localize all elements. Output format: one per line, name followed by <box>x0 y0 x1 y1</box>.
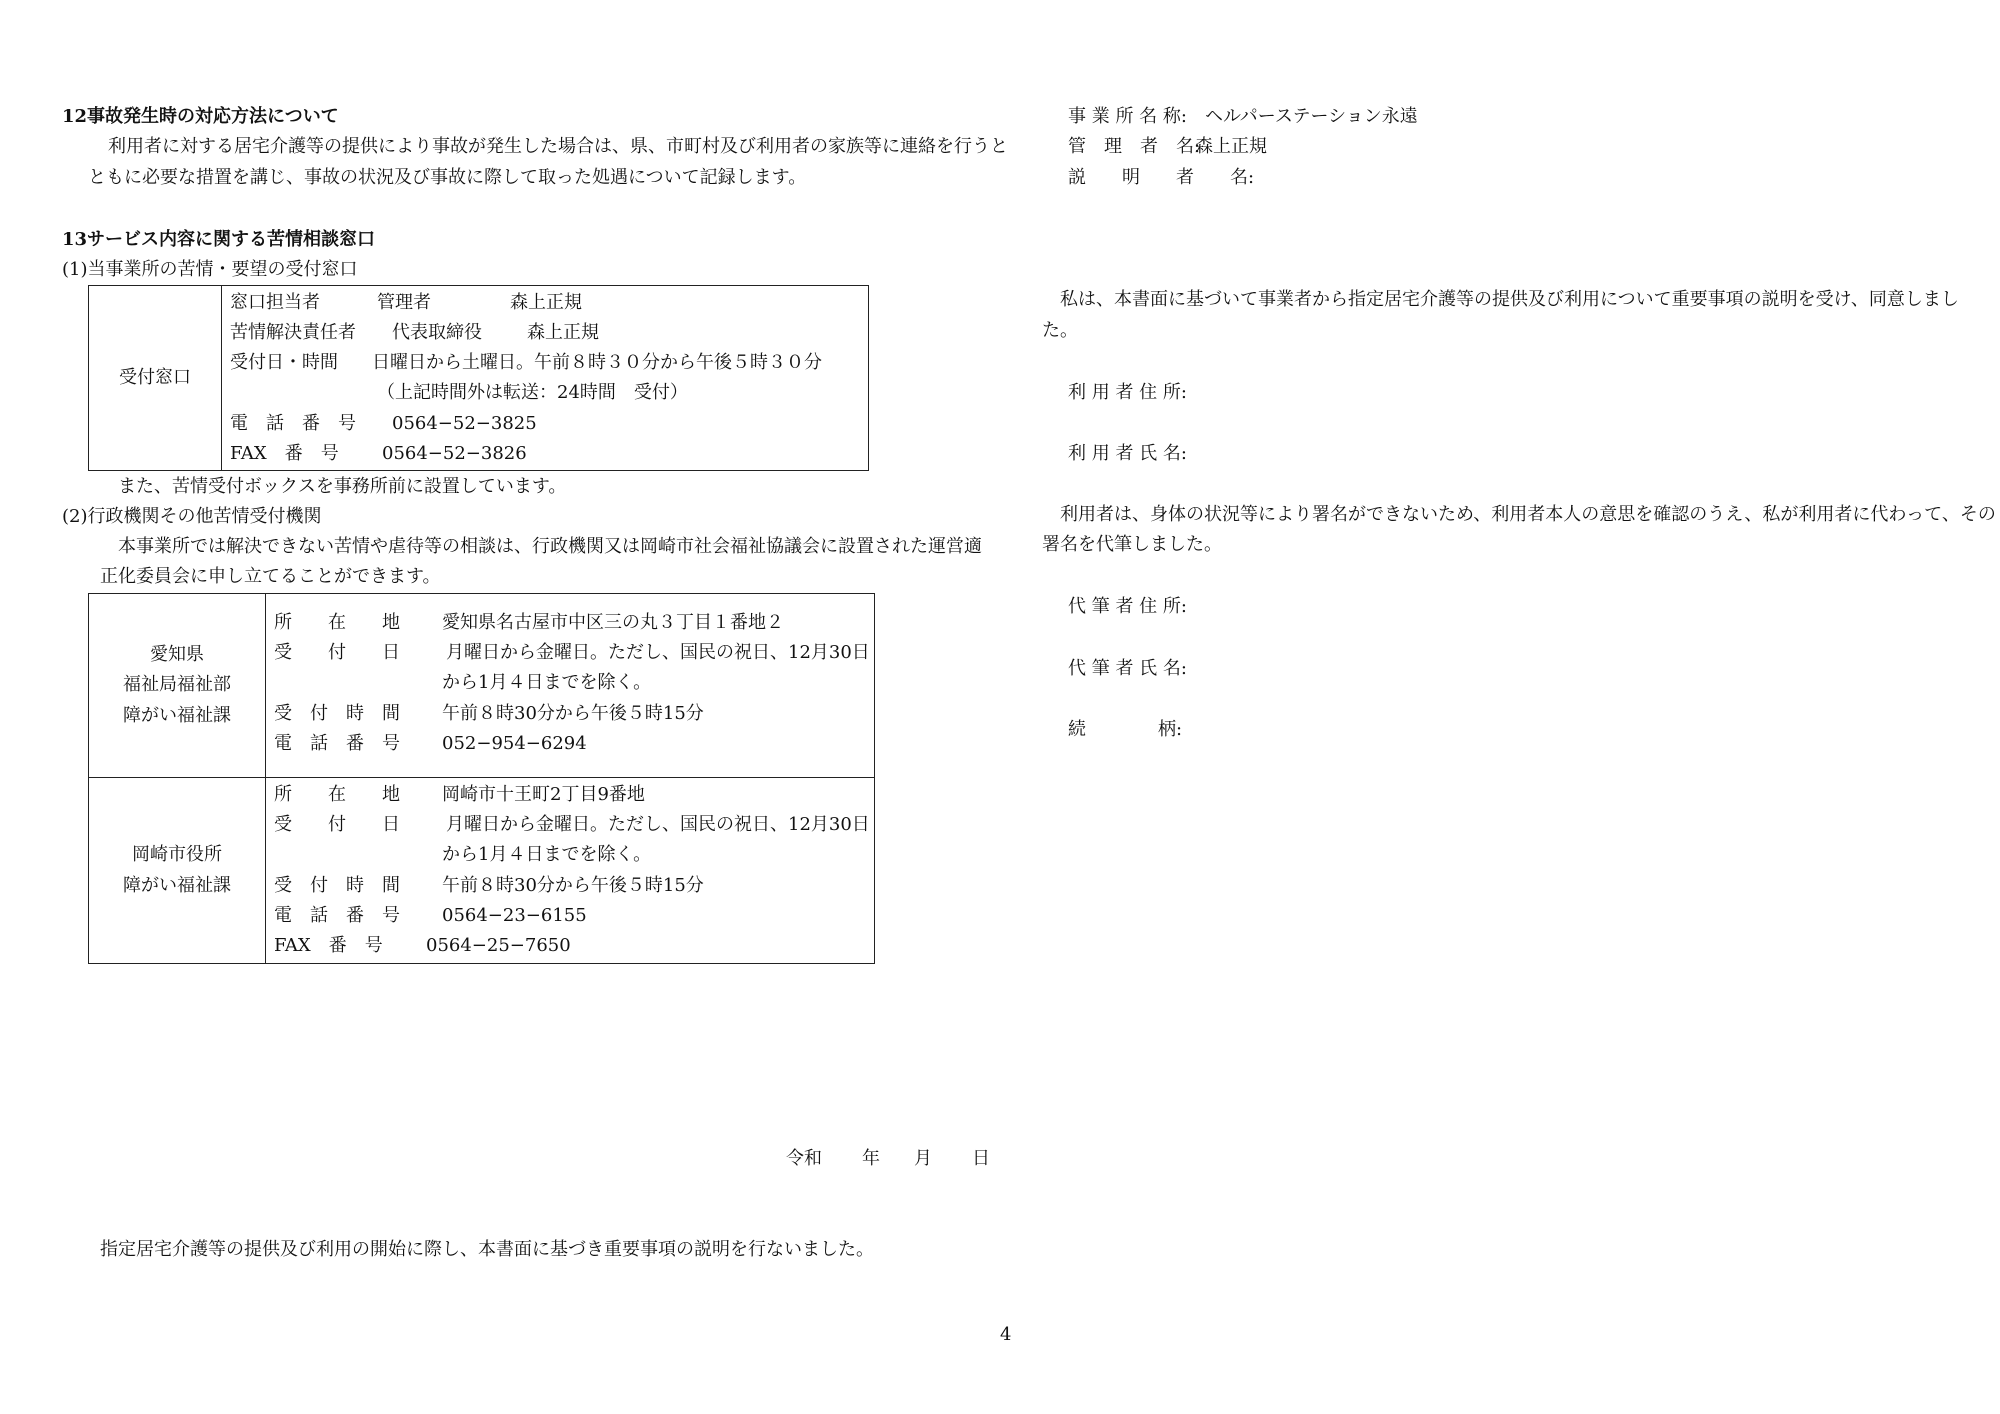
okazaki-r5-val: 0564−23−6155 <box>442 905 587 926</box>
aichi-r1-val: 愛知県名古屋市中区三の丸３丁目１番地２ <box>442 612 784 633</box>
complaint-window-label-cell <box>89 286 222 471</box>
aichi-r5-key: 電 話 番 号 <box>274 733 400 754</box>
consent-line2: た。 <box>1042 320 1078 341</box>
okazaki-r6-val: 0564−25−7650 <box>426 935 571 956</box>
section-13-intro-line2: 正化委員会に申し立てることができます。 <box>100 566 441 587</box>
aichi-r2-val: 月曜日から金曜日。ただし、国民の祝日、12月30日 <box>446 642 870 663</box>
box1-r2-val1: 代表取締役 <box>392 322 482 343</box>
box1-r1-val2: 森上正規 <box>510 292 582 313</box>
box1-r2-val2: 森上正規 <box>527 322 599 343</box>
complaint-window-table <box>88 285 869 471</box>
date-year: 年 <box>862 1148 880 1169</box>
complaint-window-details-cell <box>222 286 869 471</box>
aichi-r2-key: 受 付 日 <box>274 642 400 663</box>
okazaki-label-line2: 障がい福祉課 <box>123 874 231 896</box>
okazaki-r3-val: から1月４日までを除く。 <box>442 844 652 865</box>
aichi-label-cell <box>89 594 266 778</box>
box1-r4-val: （上記時間外は転送：24時間 受付） <box>377 382 688 403</box>
office-name-value: ヘルパーステーション永遠 <box>1205 106 1418 127</box>
okazaki-r6-key: FAX 番 号 <box>274 935 383 956</box>
agency-table <box>88 593 875 964</box>
closing-statement: 指定居宅介護等の提供及び利用の開始に際し、本書面に基づき重要事項の説明を行ないました。 <box>100 1239 874 1260</box>
aichi-r1-key: 所 在 地 <box>274 612 400 633</box>
okazaki-r1-val: 岡崎市十王町2丁目9番地 <box>442 784 645 805</box>
aichi-r4-val: 午前８時30分から午後５時15分 <box>442 703 704 724</box>
section-12-heading: 12事故発生時の対応方法について <box>62 106 339 127</box>
okazaki-r1-key: 所 在 地 <box>274 784 400 805</box>
page-number: 4 <box>1000 1324 1012 1345</box>
user-name-label: 利 用 者 氏 名: <box>1068 443 1187 464</box>
okazaki-r2-key: 受 付 日 <box>274 814 400 835</box>
complaint-box-note: また、苦情受付ボックスを事務所前に設置しています。 <box>118 476 567 497</box>
okazaki-r2-val: 月曜日から金曜日。ただし、国民の祝日、12月30日 <box>446 814 870 835</box>
aichi-label-line3: 障がい福祉課 <box>123 704 231 726</box>
date-month: 月 <box>914 1148 932 1169</box>
section-13-heading: 13サービス内容に関する苦情相談窓口 <box>62 229 376 250</box>
aichi-r3-val: から1月４日までを除く。 <box>442 672 652 693</box>
explainer-name-label: 説 明 者 名: <box>1068 167 1255 188</box>
okazaki-details-cell <box>266 778 875 964</box>
aichi-r4-key: 受 付 時 間 <box>274 703 400 724</box>
box1-r6-val: 0564−52−3826 <box>382 443 527 464</box>
manager-name-label: 管 理 者 名: <box>1068 136 1201 157</box>
okazaki-r4-key: 受 付 時 間 <box>274 875 400 896</box>
user-address-label: 利 用 者 住 所: <box>1068 382 1187 403</box>
aichi-label-line2: 福祉局福祉部 <box>123 674 231 696</box>
aichi-r5-val: 052−954−6294 <box>442 733 587 754</box>
box1-r1-val1: 管理者 <box>377 292 431 313</box>
aichi-label-line1: 愛知県 <box>150 643 204 665</box>
box1-r3-key: 受付日・時間 <box>230 352 338 373</box>
box1-r2-key: 苦情解決責任者 <box>230 322 356 343</box>
box1-r6-key: FAX 番 号 <box>230 443 339 464</box>
manager-name-value: 森上正規 <box>1195 136 1267 157</box>
consent-line1: 私は、本書面に基づいて事業者から指定居宅介護等の提供及び利用について重要事項の説明を受け、同意しまし <box>1060 289 1959 310</box>
okazaki-label-line1: 岡崎市役所 <box>132 843 222 865</box>
box1-r5-key: 電 話 番 号 <box>230 413 356 434</box>
office-name-label: 事 業 所 名 称: <box>1068 106 1187 127</box>
section-12-body-line2: ともに必要な措置を講じ、事故の状況及び事故に際して取った処遇について記録します。 <box>88 167 807 188</box>
proxy-address-label: 代 筆 者 住 所: <box>1068 596 1187 617</box>
section-13-sub2: (2)行政機関その他苦情受付機関 <box>62 506 322 527</box>
proxy-name-label: 代 筆 者 氏 名: <box>1068 658 1187 679</box>
section-13-sub1: (1)当事業所の苦情・要望の受付窓口 <box>62 259 358 280</box>
okazaki-label-cell <box>89 778 266 964</box>
okazaki-label <box>89 840 265 901</box>
proxy-note-line1: 利用者は、身体の状況等により署名ができないため、利用者本人の意思を確認のうえ、私が利用者に代わって、その <box>1060 504 1996 525</box>
section-12-body-line1: 利用者に対する居宅介護等の提供により事故が発生した場合は、県、市町村及び利用者の家族等に連絡を行うと <box>108 136 1008 157</box>
okazaki-r4-val: 午前８時30分から午後５時15分 <box>442 875 704 896</box>
relationship-label: 続 柄: <box>1068 719 1183 740</box>
box1-r1-key: 窓口担当者 <box>230 292 320 313</box>
section-13-intro-line1: 本事業所では解決できない苦情や虐待等の相談は、行政機関又は岡崎市社会福祉協議会に設置された運営適 <box>118 536 982 557</box>
okazaki-r5-key: 電 話 番 号 <box>274 905 400 926</box>
aichi-details-cell <box>266 594 875 778</box>
date-day: 日 <box>972 1148 990 1169</box>
aichi-label <box>89 640 265 732</box>
complaint-window-label: 受付窓口 <box>119 366 191 388</box>
box1-r5-val: 0564−52−3825 <box>392 413 537 434</box>
proxy-note-line2: 署名を代筆しました。 <box>1042 534 1222 555</box>
date-era: 令和 <box>786 1148 822 1169</box>
box1-r3-val: 日曜日から土曜日。午前８時３０分から午後５時３０分 <box>372 352 822 373</box>
